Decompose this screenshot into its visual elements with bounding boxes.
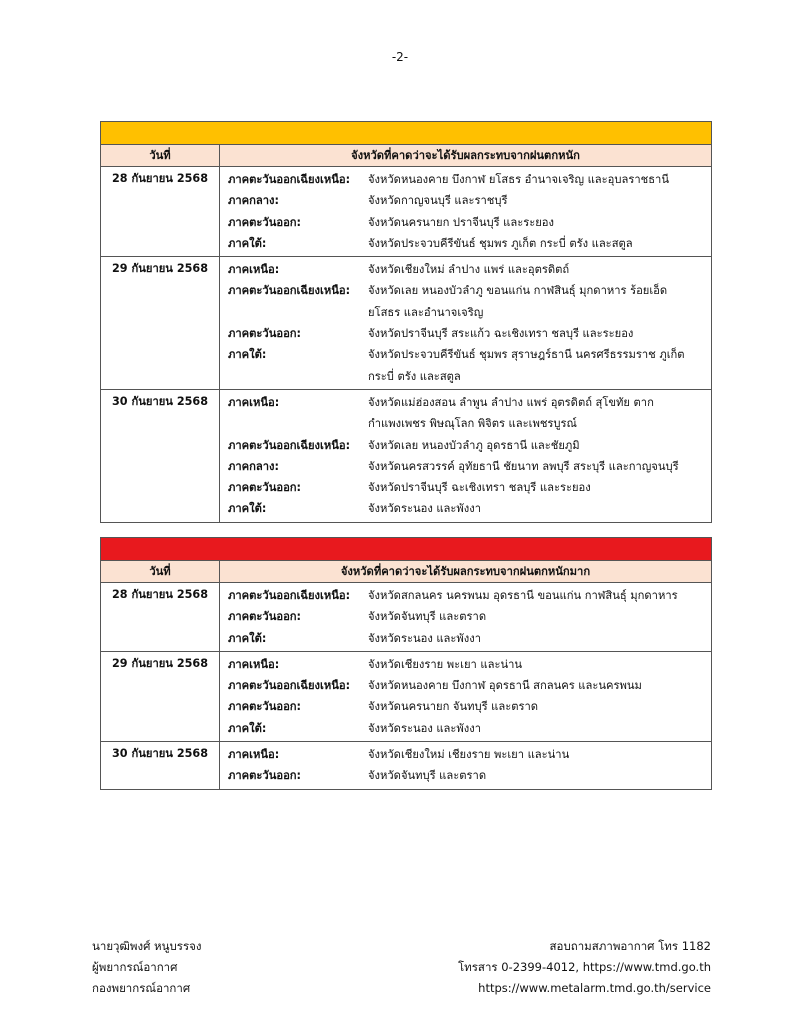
entries-cell (220, 389, 712, 522)
entry-line (228, 456, 711, 477)
forecaster-title: ผู้พยากรณ์อากาศ (92, 960, 178, 974)
entries-cell (220, 167, 712, 257)
entry-line (228, 477, 711, 498)
region-label: ภาคตะวันออกเฉียงเหนือ: (228, 173, 351, 186)
table-row (101, 651, 712, 741)
province-list: จังหวัดหนองคาย บึงกาฬ อุดรธานี สกลนคร และนครพนม (368, 679, 642, 693)
region-label: ภาคใต้: (228, 721, 267, 735)
entry-line (228, 366, 711, 387)
province-list: จังหวัดเชียงใหม่ ลำปาง แพร่ และอุตรดิตถ์ (368, 263, 570, 277)
province-list: จังหวัดแม่ฮ่องสอน ลำพูน ลำปาง แพร่ อุตรดิตถ์ สุโขทัย ตาก (368, 395, 654, 409)
region-label: ภาคเหนือ: (228, 263, 280, 277)
entry-line (228, 718, 711, 739)
contact-fax-website[interactable]: โทรสาร 0-2399-4012, https://www.tmd.go.th (458, 960, 711, 974)
page-number: -2- (391, 50, 409, 64)
region-label: ภาคใต้: (228, 236, 267, 250)
entry-line (228, 744, 711, 765)
entry-line (228, 169, 711, 190)
province-list: กำแพงเพชร พิษณุโลก พิจิตร และเพชรบูรณ์ (368, 417, 577, 431)
province-list: จังหวัดระนอง และพังงา (368, 631, 482, 645)
forecaster-signature (92, 936, 202, 999)
province-list: กระบี่ ตรัง และสตูล (368, 369, 461, 383)
region-label: ภาคตะวันออก: (228, 327, 302, 341)
entry-line (228, 259, 711, 280)
region-label: ภาคใต้: (228, 502, 267, 516)
date-cell: 29 กันยายน 2568 (101, 651, 220, 741)
region-label: ภาคตะวันออกเฉียงเหนือ: (228, 284, 351, 298)
entry-line (228, 233, 711, 254)
province-list: จังหวัดระนอง และพังงา (368, 502, 482, 516)
entry-line (228, 435, 711, 456)
entry-line (228, 190, 711, 211)
color-band (101, 122, 712, 145)
region-label (228, 366, 368, 387)
forecaster-division: กองพยากรณ์อากาศ (92, 981, 191, 995)
entries-cell (220, 651, 712, 741)
region-label: ภาคตะวันออก: (228, 769, 302, 783)
contact-phone: สอบถามสภาพอากาศ โทร 1182 (549, 939, 711, 953)
entries-cell (220, 583, 712, 652)
table-row (101, 583, 712, 652)
heavy-rain-table (100, 121, 711, 523)
province-list: จังหวัดประจวบคีรีขันธ์ ชุมพร สุราษฎร์ธานี นครศรีธรรมราช ภูเก็ต (368, 348, 685, 362)
region-label: ภาคเหนือ: (228, 748, 280, 762)
date-cell: 28 กันยายน 2568 (101, 167, 220, 257)
date-cell: 28 กันยายน 2568 (101, 583, 220, 652)
province-list: จังหวัดนครนายก จันทบุรี และตราด (368, 700, 539, 714)
province-list: จังหวัดกาญจนบุรี และราชบุรี (368, 194, 508, 208)
entry-line (228, 654, 711, 675)
entry-line (228, 212, 711, 233)
province-list: จังหวัดระนอง และพังงา (368, 721, 482, 735)
date-cell: 30 กันยายน 2568 (101, 742, 220, 790)
province-list: จังหวัดเลย หนองบัวลำภู ขอนแก่น กาฬสินธุ์ มุกดาหาร ร้อยเอ็ด (368, 284, 668, 298)
province-list: จังหวัดจันทบุรี และตราด (368, 610, 487, 624)
entry-line (228, 344, 711, 365)
contact-service-url[interactable]: https://www.metalarm.tmd.go.th/service (478, 981, 711, 995)
contact-info (458, 936, 711, 999)
province-list: จังหวัดเชียงราย พะเยา และน่าน (368, 657, 523, 671)
entry-line (228, 675, 711, 696)
entry-line (228, 696, 711, 717)
table-row (101, 257, 712, 390)
entry-line (228, 392, 711, 413)
region-label: ภาคตะวันออกเฉียงเหนือ: (228, 438, 351, 452)
entry-line (228, 606, 711, 627)
entry-line (228, 765, 711, 786)
region-label (228, 302, 368, 323)
region-label (228, 413, 368, 434)
region-label: ภาคใต้: (228, 631, 267, 645)
date-column-header: วันที่ (101, 145, 220, 167)
date-cell: 30 กันยายน 2568 (101, 389, 220, 522)
table-row (101, 742, 712, 790)
table-header (101, 561, 712, 583)
region-label: ภาคเหนือ: (228, 395, 280, 409)
date-cell: 29 กันยายน 2568 (101, 257, 220, 390)
province-list: จังหวัดนครสวรรค์ อุทัยธานี ชัยนาท ลพบุรี สระบุรี และกาญจนบุรี (368, 459, 679, 473)
province-list: จังหวัดเชียงใหม่ เชียงราย พะเยา และน่าน (368, 748, 570, 762)
forecast-table (100, 121, 712, 523)
color-band (101, 538, 712, 561)
entries-cell (220, 742, 712, 790)
entry-line (228, 323, 711, 344)
region-label: ภาคกลาง: (228, 194, 279, 208)
region-label: ภาคตะวันออก: (228, 700, 302, 714)
entry-line (228, 585, 711, 606)
province-list: ยโสธร และอำนาจเจริญ (368, 305, 484, 319)
province-list: จังหวัดประจวบคีรีขันธ์ ชุมพร ภูเก็ต กระบี่ ตรัง และสตูล (368, 236, 633, 250)
province-list: จังหวัดนครนายก ปราจีนบุรี และระยอง (368, 215, 554, 229)
province-list: จังหวัดสกลนคร นครพนม อุดรธานี ขอนแก่น กาฬสินธุ์ มุกดาหาร (368, 589, 678, 602)
entry-line (228, 413, 711, 434)
region-label: ภาคใต้: (228, 348, 267, 362)
region-label: ภาคตะวันออก: (228, 481, 302, 495)
province-column-header: จังหวัดที่คาดว่าจะได้รับผลกระทบจากฝนตกหนักมาก (220, 561, 712, 583)
entries-cell (220, 257, 712, 390)
province-list: จังหวัดหนองคาย บึงกาฬ ยโสธร อำนาจเจริญ และอุบลราชธานี (368, 173, 669, 186)
province-column-header: จังหวัดที่คาดว่าจะได้รับผลกระทบจากฝนตกหนัก (220, 145, 712, 167)
entry-line (228, 628, 711, 649)
entry-line (228, 498, 711, 519)
date-column-header: วันที่ (101, 561, 220, 583)
province-list: จังหวัดปราจีนบุรี สระแก้ว ฉะเชิงเทรา ชลบุรี และระยอง (368, 327, 634, 341)
entry-line (228, 280, 711, 301)
table-row (101, 167, 712, 257)
region-label: ภาคตะวันออก: (228, 215, 302, 229)
region-label: ภาคตะวันออก: (228, 610, 302, 624)
table-row (101, 389, 712, 522)
region-label: ภาคตะวันออกเฉียงเหนือ: (228, 589, 351, 602)
entry-line (228, 302, 711, 323)
region-label: ภาคเหนือ: (228, 657, 280, 671)
province-list: จังหวัดปราจีนบุรี ฉะเชิงเทรา ชลบุรี และระยอง (368, 481, 591, 495)
forecast-table (100, 537, 712, 790)
province-list: จังหวัดจันทบุรี และตราด (368, 769, 487, 783)
region-label: ภาคตะวันออกเฉียงเหนือ: (228, 679, 351, 693)
forecaster-name: นายวุฒิพงศ์ หนูบรรจง (92, 939, 202, 953)
table-header (101, 145, 712, 167)
region-label: ภาคกลาง: (228, 459, 279, 473)
province-list: จังหวัดเลย หนองบัวลำภู อุดรธานี และชัยภูมิ (368, 438, 580, 452)
very-heavy-rain-table (100, 537, 711, 790)
